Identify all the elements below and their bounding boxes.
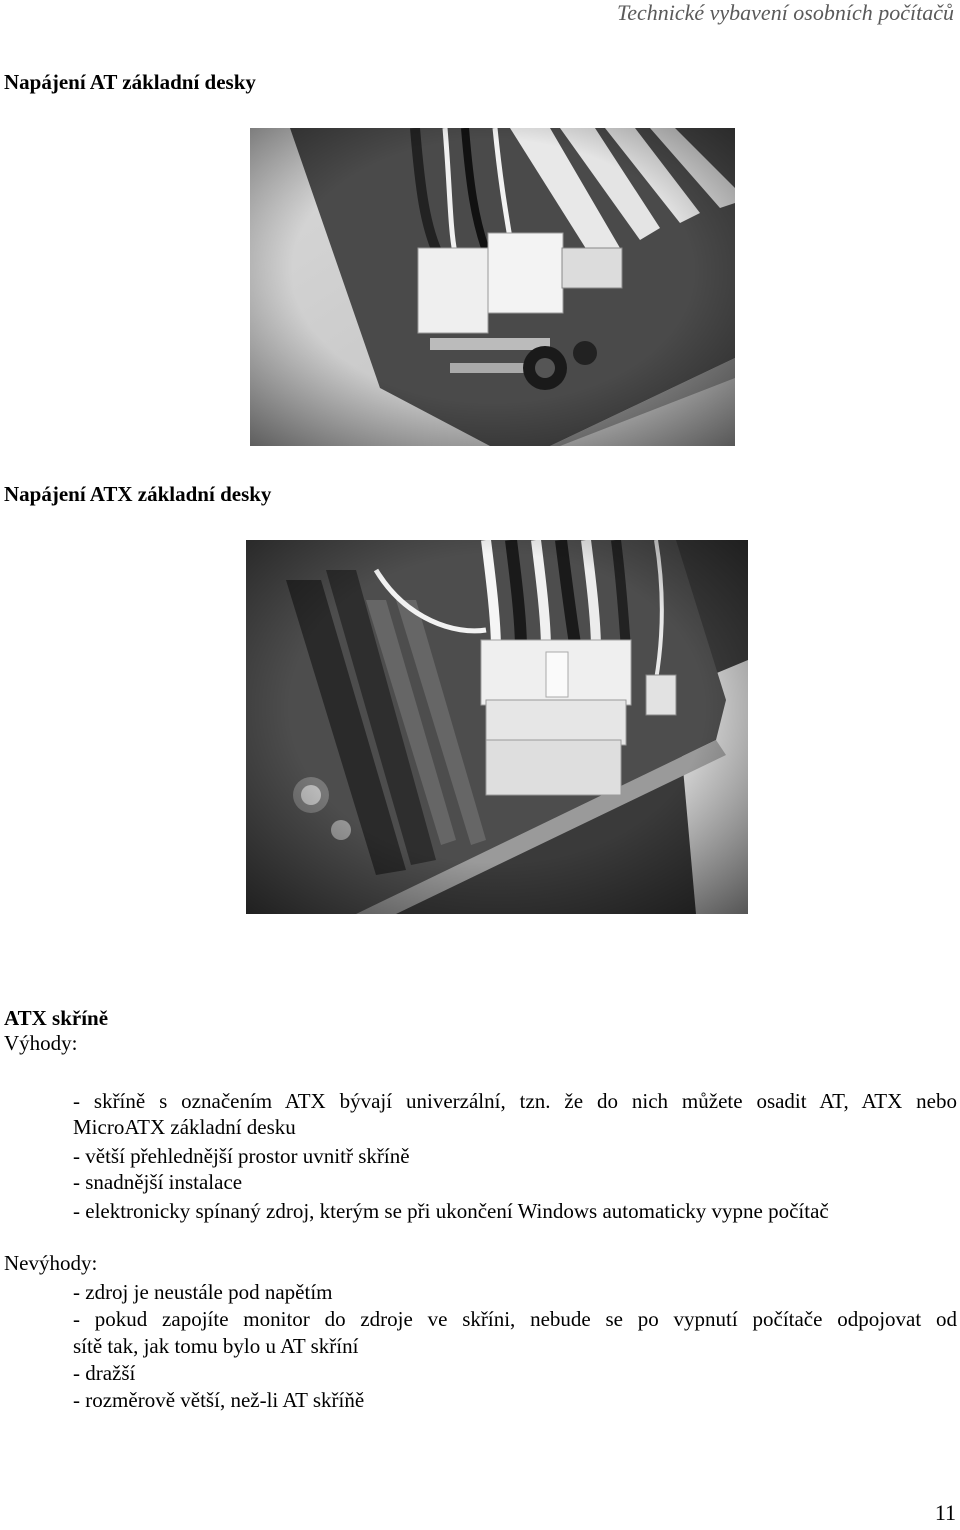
list-item: MicroATX základní desku xyxy=(73,1115,296,1139)
list-item: - dražší xyxy=(73,1361,136,1385)
list-item: - snadnější instalace xyxy=(73,1170,243,1194)
section-heading-atx-case: ATX skříně xyxy=(4,1006,109,1030)
photo-at-motherboard-power-connector xyxy=(250,128,735,446)
list-item: - elektronicky spínaný zdroj, kterým se při ukončení Windows automaticky vypne počítač xyxy=(73,1199,829,1223)
advantages-label: Výhody: xyxy=(4,1031,78,1055)
photo-atx-motherboard-power-connector xyxy=(246,540,748,914)
list-item: - pokud zapojíte monitor do zdroje ve skříni, nebude se po vypnutí počítače odpojovat od xyxy=(73,1307,957,1331)
page-number: 11 xyxy=(934,1500,956,1525)
list-item: sítě tak, jak tomu bylo u AT skříní xyxy=(73,1334,359,1358)
section-heading-atx-power: Napájení ATX základní desky xyxy=(4,482,272,506)
list-item: - větší přehlednější prostor uvnitř skříně xyxy=(73,1144,410,1168)
section-heading-at-power: Napájení AT základní desky xyxy=(4,70,256,94)
list-item: - skříně s označením ATX bývají univerzální, tzn. že do nich můžete osadit AT, ATX nebo xyxy=(73,1089,957,1113)
disadvantages-label: Nevýhody: xyxy=(4,1251,98,1275)
running-header: Technické vybavení osobních počítačů xyxy=(616,0,954,25)
list-item: - rozměrově větší, než-li AT skříňě xyxy=(73,1388,365,1412)
list-item: - zdroj je neustále pod napětím xyxy=(73,1280,333,1304)
